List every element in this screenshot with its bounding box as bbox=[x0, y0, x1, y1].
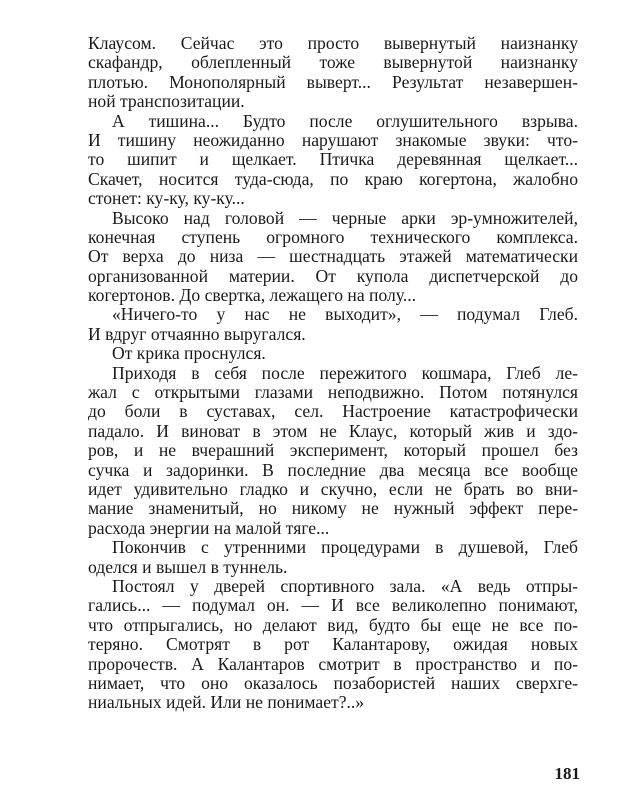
text-line: И тишину неожиданно нарушают знакомые звуки: что- bbox=[88, 130, 578, 150]
text-line: расхода энергии на малой тяге... bbox=[88, 518, 330, 538]
text-line: Постоял у дверей спортивного зала. «А ведь отпры- bbox=[112, 576, 578, 596]
text-line: падало. И виноват в этом не Клаус, который жив и здо- bbox=[88, 421, 578, 441]
text-line: оделся и вышел в туннель. bbox=[88, 557, 288, 577]
text-line: Высоко над головой — черные арки эр-умножителей, bbox=[112, 208, 578, 228]
text-line: «Ничего-то у нас не выходит», — подумал Глеб. bbox=[112, 305, 578, 325]
text-line: ров, и не вчерашний эксперимент, который прошел без bbox=[88, 441, 578, 461]
text-line: ной транспозитации. bbox=[88, 92, 245, 112]
text-line: пророчеств. А Калантаров смотрит в пространство и по- bbox=[88, 654, 578, 674]
text-line: От верха до низа — шестнадцать этажей математически bbox=[88, 247, 578, 267]
text-line: Покончив с утренними процедурами в душевой, Глеб bbox=[112, 538, 578, 558]
text-line: ниальных идей. Или не понимает?..» bbox=[88, 693, 365, 713]
text-line: От крика проснулся. bbox=[112, 344, 266, 364]
text-line: то шипит и щелкает. Птичка деревянная щелкает... bbox=[88, 150, 578, 170]
text-line: Скачет, носится туда-сюда, по краю когертона, жалобно bbox=[88, 169, 578, 189]
text-line: стонет: ку-ку, ку-ку... bbox=[88, 189, 245, 209]
text-line: гались... — подумал он. — И все великолепно понимают, bbox=[88, 596, 578, 616]
text-line: И вдруг отчаянно выругался. bbox=[88, 324, 306, 344]
text-line: идет удивительно гладко и скучно, если не брать во вни- bbox=[88, 479, 578, 499]
text-line: сучка и задоринки. В последние два месяца все вообще bbox=[88, 460, 578, 480]
text-line: скафандр, облепленный тоже вывернутой наизнанку bbox=[88, 53, 578, 73]
text-line: организованной материи. От купола диспетчерской до bbox=[88, 266, 578, 286]
text-line: нимает, что оно оказалось позабористей наших сверхге- bbox=[88, 673, 578, 693]
text-line: мание знаменитый, но никому не нужный эффект пере- bbox=[88, 499, 578, 519]
text-line: когертонов. До свертка, лежащего на полу... bbox=[88, 286, 417, 306]
text-line: плотью. Монополярный выверт... Результат незавершен- bbox=[88, 72, 578, 92]
text-line: что отпрыгались, но делают вид, будто бы еще не все по- bbox=[88, 615, 578, 635]
page-body-text bbox=[88, 34, 578, 713]
text-line: конечная ступень огромного технического комплекса. bbox=[88, 227, 578, 247]
text-line: Приходя в себя после пережитого кошмара, Глеб ле- bbox=[112, 363, 578, 383]
text-line: А тишина... Будто после оглушительного взрыва. bbox=[112, 111, 578, 131]
text-line: жал с открытыми глазами неподвижно. Потом потянулся bbox=[88, 383, 578, 403]
page-number: 181 bbox=[554, 764, 580, 783]
text-line: теряно. Смотрят в рот Калантарову, ожидая новых bbox=[88, 635, 578, 655]
text-line: Клаусом. Сейчас это просто вывернутый наизнанку bbox=[88, 34, 578, 53]
text-line: до боли в суставах, сел. Настроение катастрофически bbox=[88, 402, 578, 422]
